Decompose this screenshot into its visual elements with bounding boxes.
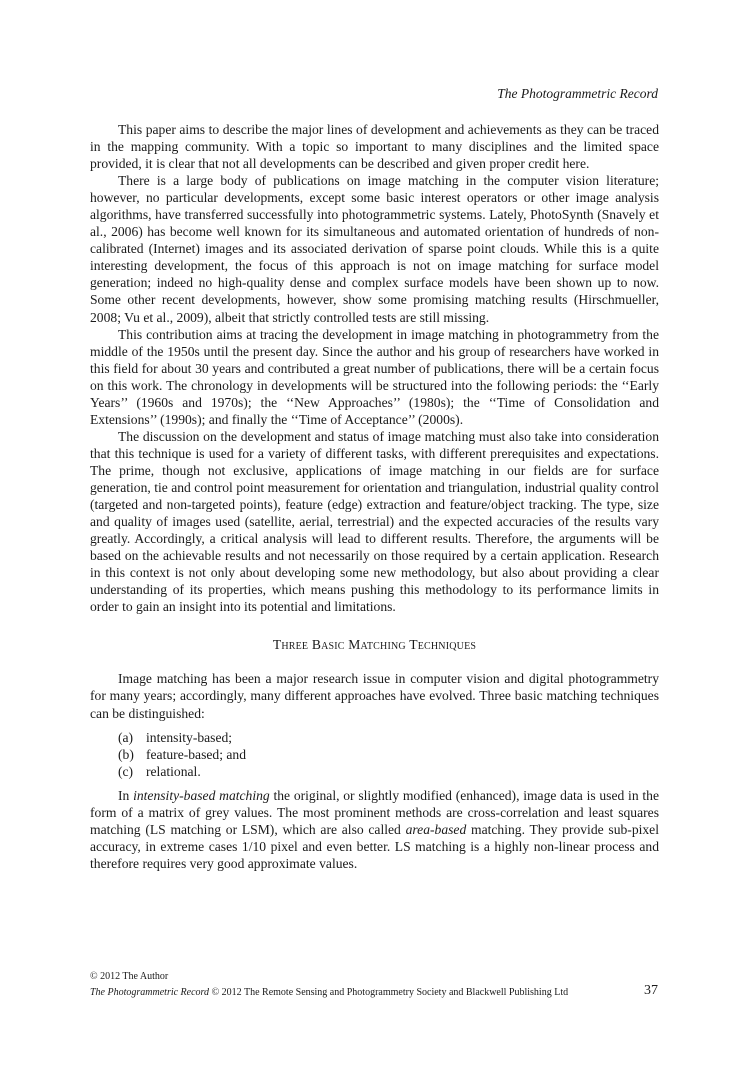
footer-copyright: © 2012 The Author: [90, 971, 169, 982]
list-item-label: (c): [118, 763, 134, 779]
list-item: [118, 763, 659, 780]
text-run: matching. They provide sub-pixel accuracy, in extreme cases 1/10 pixel and even better. LS matching is a highly non-linear process and therefore requires very good approximate values.: [90, 821, 659, 871]
text-run: In: [118, 787, 134, 803]
paragraph: The discussion on the development and status of image matching must also take into consideration that this technique is used for a variety of different tasks, with different prerequisites and expectations. The prime, though not exclusive, applications of image matching in our fields are for surface generation, tie and control point measurement for orientation and triangulation, industrial quality control (targeted and non-targeted points), feature (edge) extraction and feature/object tracking. The type, size and quality of images used (satellite, aerial, terrestrial) and the expected accuracies of the results vary greatly. Accordingly, a critical analysis will lead to different results. Therefore, the arguments will be based on the achievable results and not necessarily on those required by a certain application. Research in this context is not only about developing some new methodology, but also about providing a clear understanding of its properties, which means pushing this methodology to its performance limits in order to gain an insight into its potential and limitations.: [90, 428, 659, 615]
list-item: [118, 729, 659, 746]
journal-name: The Photogrammetric Record: [90, 987, 210, 998]
paragraph: [90, 787, 659, 872]
list-item-label: (b): [118, 746, 134, 762]
footer-journal: [90, 987, 568, 998]
paragraph: This paper aims to describe the major lines of development and achievements as they can be traced in the mapping community. With a topic so important to many disciplines and the limited space provided, it is clear that not all developments can be described and given proper credit here.: [90, 122, 659, 172]
list-item: [118, 746, 659, 763]
list-item-text: intensity-based;: [146, 729, 233, 745]
technique-list: [90, 729, 659, 780]
list-item-text: relational.: [146, 763, 201, 779]
section-heading: Three Basic Matching Techniques: [272, 637, 477, 653]
publisher-line: © 2012 The Remote Sensing and Photogrammetry Society and Blackwell Publishing Ltd: [209, 987, 569, 998]
body-text: [90, 121, 659, 872]
list-item-label: (a): [118, 729, 134, 745]
paragraph: Image matching has been a major research issue in computer vision and digital photogrammetry for many years; accordingly, many different approaches have evolved. Three basic matching techniques can be distinguished:: [90, 671, 659, 721]
italic-term: area-based: [405, 821, 467, 837]
text-run: the original, or slightly modified (enhanced), image data is used in the form of a matrix of grey values. The most prominent methods are cross-correlation and least squares matching (LS matching or LSM), which are also called: [90, 787, 659, 837]
paragraph: This contribution aims at tracing the development in image matching in photogrammetry from the middle of the 1950s until the present day. Since the author and his group of researchers have worked in this field for about 30 years and contributed a great number of publications, there will be a certain focus on this work. The chronology in developments will be structured into the following periods: the ‘‘Early Years’’ (1960s and 1970s); the ‘‘New Approaches’’ (1980s); the ‘‘Time of Consolidation and Extensions’’ (1990s); and finally the ‘‘Time of Acceptance’’ (2000s).: [90, 326, 659, 427]
running-head: The Photogrammetric Record: [497, 86, 658, 101]
list-item-text: feature-based; and: [146, 746, 247, 762]
paragraph: There is a large body of publications on image matching in the computer vision literature; however, no particular developments, except some basic interest operators or other image analysis algorithms, have transferred successfully into photogrammetric systems. Lately, PhotoSynth (Snavely et al., 2006) has become well known for its simultaneous and automated orientation of hundreds of non-calibrated (Internet) images and its associated derivation of sparse point clouds. While this is a quite interesting development, the focus of this approach is not on image matching for surface model generation; indeed no high-quality dense and complex surface models have been shown up to now. Some other recent developments, however, show some promising matching results (Hirschmueller, 2008; Vu et al., 2009), albeit that strictly controlled tests are still missing.: [90, 173, 659, 325]
page-number: 37: [644, 983, 658, 998]
italic-term: intensity-based matching: [133, 787, 270, 803]
